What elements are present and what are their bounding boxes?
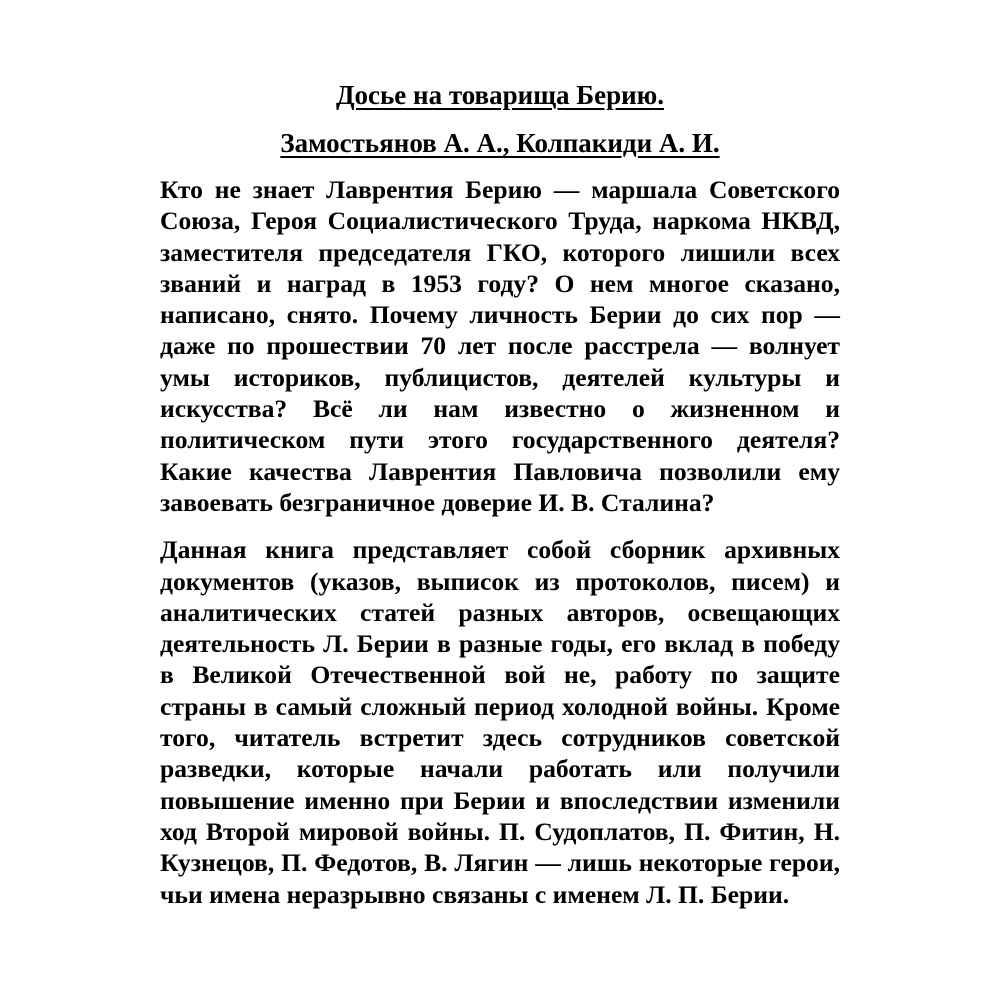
document-page — [160, 70, 840, 910]
book-title-text: Досье на товарища Берию. — [335, 80, 665, 110]
annotation-paragraph-2: Данная книга представляет собой сборник архивных документов (указов, выписок из протоколов, писем) и аналитических статей разных авторов, освещающих деятельность Л. Берии в разные годы, его вклад в победу в Великой Отечественной вой не, работу по защите страны в самый сложный период холодной войны. Кроме того, читатель встретит здесь сотрудников советской разведки, которые начали работать или получили повышение именно при Берии и впоследствии изменили ход Второй мировой войны. П. Судоплатов, П. Фитин, Н. Кузнецов, П. Федотов, В. Лягин — лишь некоторые герои, чьи имена неразрывно связаны с именем Л. П. Берии. — [160, 535, 840, 909]
book-authors-text: Замостьянов А. А., Колпакиди А. И. — [280, 128, 720, 158]
book-title — [160, 78, 840, 112]
annotation-paragraph-1: Кто не знает Лаврентия Берию — маршала Советского Союза, Героя Социалистического Труда, наркома НКВД, заместителя председателя ГКО, которого лишили всех званий и наград в 1953 году? О нем многое сказано, написано, снято. Почему личность Берии до сих пор — даже по прошествии 70 лет после расстрела — волнует умы историков, публицистов, деятелей культуры и искусства? Всё ли нам известно о жизненном и политическом пути этого государственного деятеля? Какие качества Лаврентия Павловича позволили ему завоевать безграничное доверие И. В. Сталина? — [160, 175, 840, 517]
book-authors — [160, 126, 840, 160]
